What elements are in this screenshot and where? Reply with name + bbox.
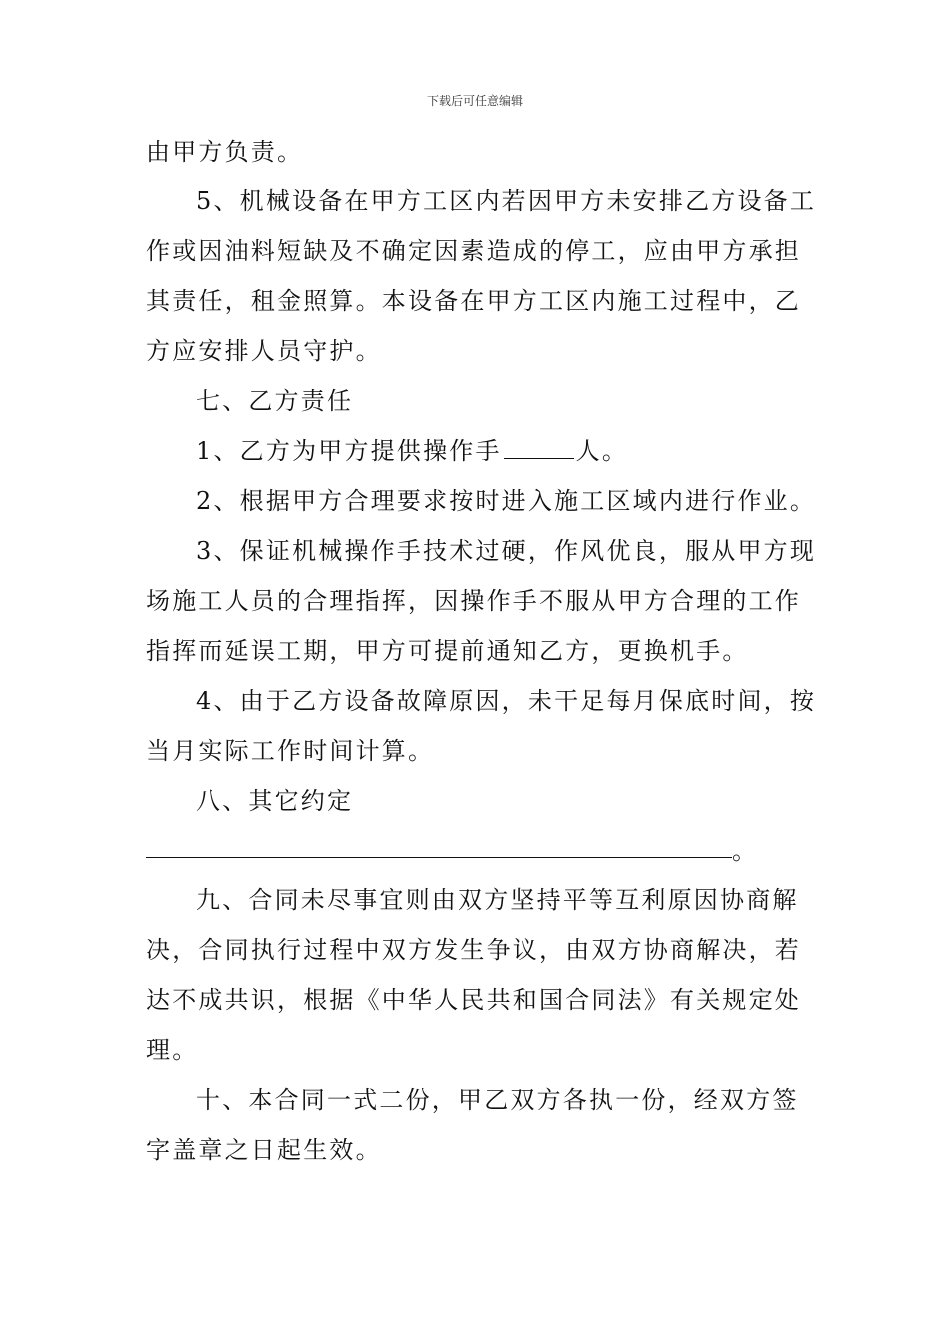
paragraph-line: 当月实际工作时间计算。 — [146, 737, 435, 765]
paragraph-line: 达不成共识，根据《中华人民共和国合同法》有关规定处 — [146, 986, 801, 1014]
paragraph-line: 方应安排人员守护。 — [146, 337, 382, 365]
line-end-period: 。 — [732, 837, 756, 865]
paragraph-line: 5、机械设备在甲方工区内若因甲方未安排乙方设备工 — [196, 187, 817, 215]
paragraph-line: 理。 — [146, 1036, 199, 1064]
line-text: 人。 — [575, 437, 629, 465]
paragraph-line: 十、本合同一式二份，甲乙双方各执一份，经双方签 — [196, 1086, 799, 1114]
fill-in-long-line — [146, 857, 732, 858]
paragraph-line: 2、根据甲方合理要求按时进入施工区域内进行作业。 — [196, 487, 817, 515]
paragraph-line-with-blank — [196, 436, 866, 466]
paragraph-line: 作或因油料短缺及不确定因素造成的停工，应由甲方承担 — [146, 237, 801, 265]
section-heading: 七、乙方责任 — [196, 387, 354, 415]
page-header-note: 下载后可任意编辑 — [426, 94, 523, 108]
paragraph-line: 4、由于乙方设备故障原因，未干足每月保底时间，按 — [196, 687, 817, 715]
section-heading: 八、其它约定 — [196, 787, 354, 815]
paragraph-line: 决，合同执行过程中双方发生争议，由双方协商解决，若 — [146, 936, 801, 964]
line-text: 1、乙方为甲方提供操作手 — [196, 437, 502, 465]
paragraph-line: 九、合同未尽事宜则由双方坚持平等互利原因协商解 — [196, 886, 799, 914]
paragraph-line: 其责任，租金照算。本设备在甲方工区内施工过程中，乙 — [146, 287, 801, 315]
paragraph-line: 由甲方负责。 — [146, 138, 304, 166]
fill-in-blank — [504, 436, 574, 459]
paragraph-line: 3、保证机械操作手技术过硬，作风优良，服从甲方现 — [196, 537, 817, 565]
paragraph-line: 指挥而延误工期，甲方可提前通知乙方，更换机手。 — [146, 637, 749, 665]
paragraph-line: 字盖章之日起生效。 — [146, 1136, 382, 1164]
paragraph-line: 场施工人员的合理指挥，因操作手不服从甲方合理的工作 — [146, 587, 801, 615]
